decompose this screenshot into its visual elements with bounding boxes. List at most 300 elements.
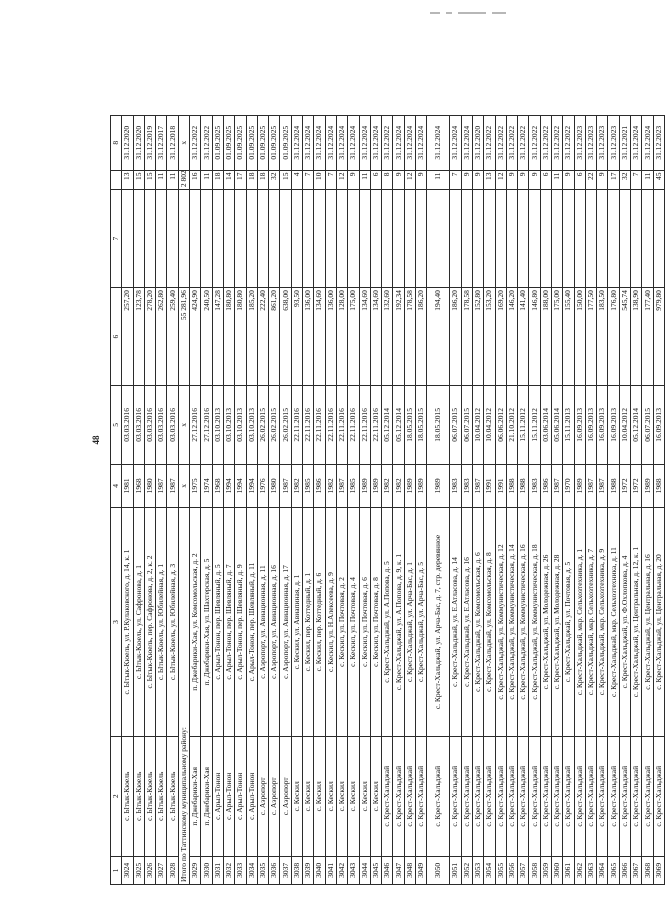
blank-cell <box>223 190 234 288</box>
address-cell: с. Крест-Хальджай, мкр. Сельхозтехника, д. 1 <box>574 508 585 737</box>
date-cell: 05.06.2014 <box>551 386 562 464</box>
date-cell: 16.09.2013 <box>653 386 664 464</box>
table-row <box>619 116 630 885</box>
row-number-cell: 3031 <box>212 856 223 884</box>
area-cell: 153,20 <box>484 288 495 386</box>
blank-cell <box>280 190 291 288</box>
count-cell: 6 <box>370 170 381 190</box>
count-cell: 12 <box>404 170 415 190</box>
area-cell: 222,40 <box>257 288 268 386</box>
area-cell: 134,60 <box>314 288 325 386</box>
count-cell: 8 <box>382 170 393 190</box>
address-cell: с. Крест-Хальджай, ул. Центральная, д. 16 <box>642 508 653 737</box>
count-cell: 11 <box>427 170 450 190</box>
deadline-cell: 31.12.2024 <box>393 116 404 171</box>
area-cell: 278,20 <box>144 288 155 386</box>
year-cell: 1985 <box>303 464 314 508</box>
date-cell: 22.11.2016 <box>359 386 370 464</box>
count-cell: 11 <box>201 170 212 190</box>
column-number-cell: 6 <box>111 288 122 386</box>
deadline-cell: 31.12.2024 <box>325 116 336 171</box>
deadline-cell: 01.09.2025 <box>246 116 257 171</box>
blank-cell <box>190 190 201 288</box>
locality-cell: с. Кескил <box>359 736 370 856</box>
row-number-cell: 3029 <box>190 856 201 884</box>
deadline-cell: 31.12.2022 <box>382 116 393 171</box>
date-cell: 27.12.2016 <box>201 386 212 464</box>
locality-cell: с. Крест-Хальджай <box>653 736 664 856</box>
blank-cell <box>246 190 257 288</box>
deadline-cell: 31.12.2023 <box>585 116 596 171</box>
year-cell: 1989 <box>642 464 653 508</box>
deadline-cell: 31.12.2024 <box>336 116 347 171</box>
blank-cell <box>563 190 574 288</box>
area-cell: 183,50 <box>597 288 608 386</box>
locality-cell: с. Крест-Хальджай <box>427 736 450 856</box>
year-cell: 1988 <box>518 464 529 508</box>
area-cell: 155,40 <box>563 288 574 386</box>
deadline-cell: 31.12.2024 <box>291 116 302 171</box>
count-cell: 2 802 <box>178 170 189 190</box>
page-number: 48 <box>91 435 101 445</box>
count-cell: 18 <box>257 170 268 190</box>
count-cell: 4 <box>291 170 302 190</box>
table-row <box>144 116 155 885</box>
blank-cell <box>133 190 144 288</box>
table-row <box>212 116 223 885</box>
area-cell: 424,90 <box>190 288 201 386</box>
column-number-cell: 1 <box>111 856 122 884</box>
area-cell: 132,60 <box>382 288 393 386</box>
address-cell: с. Крест-Хальджай, ул. Комсомольская, д. 6 <box>472 508 483 737</box>
area-cell: 147,28 <box>212 288 223 386</box>
year-cell: x <box>178 464 189 508</box>
blank-cell <box>585 190 596 288</box>
year-cell: 1976 <box>257 464 268 508</box>
blank-cell <box>472 190 483 288</box>
deadline-cell: 31.12.2024 <box>416 116 427 171</box>
blank-cell <box>359 190 370 288</box>
year-cell: 1982 <box>393 464 404 508</box>
table-row <box>393 116 404 885</box>
address-cell: с. Аэропорт, ул. Авиационная, д. 17 <box>280 508 291 737</box>
locality-cell: с. Крест-Хальджай <box>529 736 540 856</box>
count-cell: 9 <box>416 170 427 190</box>
table-row <box>359 116 370 885</box>
count-cell: 11 <box>642 170 653 190</box>
year-cell: 1987 <box>156 464 167 508</box>
count-cell: 17 <box>608 170 619 190</box>
row-number-cell: 3054 <box>484 856 495 884</box>
year-cell: 1972 <box>619 464 630 508</box>
row-number-cell: 3068 <box>642 856 653 884</box>
date-cell: 03.06.2014 <box>540 386 551 464</box>
count-cell: 11 <box>551 170 562 190</box>
address-cell: с. Кескил, ул. Почтовая, д. 4 <box>348 508 359 737</box>
locality-cell: с. Кескил <box>336 736 347 856</box>
row-number-cell: 3030 <box>201 856 212 884</box>
blank-cell <box>461 190 472 288</box>
table-row <box>246 116 257 885</box>
address-cell: с. Кескил, ул. Почтовая, д. 6 <box>359 508 370 737</box>
count-cell: 13 <box>484 170 495 190</box>
year-cell: 1987 <box>336 464 347 508</box>
count-cell: 11 <box>156 170 167 190</box>
date-cell: 16.09.2013 <box>597 386 608 464</box>
date-cell: 26.02.2015 <box>257 386 268 464</box>
area-cell: 861,20 <box>269 288 280 386</box>
area-cell: 186,20 <box>416 288 427 386</box>
year-cell: 1985 <box>348 464 359 508</box>
area-cell: 150,00 <box>574 288 585 386</box>
address-cell: с. Крест-Хальджай, ул. Е.Атласова, д. 14 <box>450 508 461 737</box>
address-cell: с. Кескил, ул. Почтовая, д. 8 <box>370 508 381 737</box>
count-cell: 45 <box>653 170 664 190</box>
locality-cell: с. Крест-Хальджай <box>382 736 393 856</box>
date-cell: 05.12.2014 <box>631 386 642 464</box>
date-cell: 06.07.2015 <box>642 386 653 464</box>
address-cell: с. Крест-Хальджай, мкр. Сельхозтехника, д. 11 <box>608 508 619 737</box>
count-cell: 11 <box>359 170 370 190</box>
row-number-cell: 3033 <box>235 856 246 884</box>
locality-cell: с. Крест-Хальджай <box>619 736 630 856</box>
locality-cell: с. Крест-Хальджай <box>518 736 529 856</box>
address-cell: с. Крест-Хальджай, ул. Коммунистическая, д. 18 <box>529 508 540 737</box>
deadline-cell: 31.12.2022 <box>540 116 551 171</box>
address-cell: с. Арыл-Тонон, пер. Шевляный, д. 11 <box>246 508 257 737</box>
date-cell: 16.09.2013 <box>608 386 619 464</box>
column-number-cell <box>111 170 122 190</box>
blank-cell <box>416 190 427 288</box>
row-number-cell: 3046 <box>382 856 393 884</box>
year-cell: 1968 <box>133 464 144 508</box>
row-number-cell: 3051 <box>450 856 461 884</box>
table-row <box>631 116 642 885</box>
blank-cell <box>427 190 450 288</box>
locality-cell: с. Кескил <box>303 736 314 856</box>
table-row <box>280 116 291 885</box>
table-row <box>201 116 212 885</box>
scan-header-mark <box>430 12 510 15</box>
row-number-cell: 3045 <box>370 856 381 884</box>
address-cell: с. Крест-Хальджай, ул. Коммунистическая, д. 12 <box>495 508 506 737</box>
address-cell: с. Ытык-Кюель, ул. Юбилейная, д. 1 <box>156 508 167 737</box>
address-cell: с. Крест-Хальджай, ул. Коммунистическая, д. 14 <box>506 508 517 737</box>
date-cell: 26.02.2015 <box>280 386 291 464</box>
locality-cell: с. Кескил <box>314 736 325 856</box>
deadline-cell: 31.12.2024 <box>642 116 653 171</box>
address-cell: с. Кескил, пер. Коттедный, д. 1 <box>303 508 314 737</box>
deadline-cell: 01.09.2025 <box>235 116 246 171</box>
blank-cell <box>404 190 415 288</box>
year-cell: 1989 <box>427 464 450 508</box>
locality-cell: с. Кескил <box>348 736 359 856</box>
deadline-cell: 31.12.2022 <box>529 116 540 171</box>
date-cell: 22.11.2016 <box>370 386 381 464</box>
year-cell: 1988 <box>506 464 517 508</box>
table-row <box>167 116 178 885</box>
area-cell: 93,50 <box>291 288 302 386</box>
count-cell: 9 <box>506 170 517 190</box>
date-cell: 03.03.2016 <box>156 386 167 464</box>
area-cell: 55 281,96 <box>178 288 189 386</box>
row-number-cell: 3044 <box>359 856 370 884</box>
year-cell: 1988 <box>653 464 664 508</box>
row-number-cell: 3027 <box>156 856 167 884</box>
count-cell: 15 <box>280 170 291 190</box>
blank-cell <box>484 190 495 288</box>
blank-cell <box>495 190 506 288</box>
date-cell: 03.10.2013 <box>223 386 234 464</box>
register-sheet <box>110 115 663 885</box>
row-number-cell: 3065 <box>608 856 619 884</box>
date-cell: 10.04.2012 <box>484 386 495 464</box>
area-cell: 185,20 <box>246 288 257 386</box>
table-row <box>235 116 246 885</box>
year-cell: 1994 <box>223 464 234 508</box>
deadline-cell: 01.09.2025 <box>280 116 291 171</box>
table-row <box>585 116 596 885</box>
area-cell: 979,80 <box>653 288 664 386</box>
area-cell: 257,20 <box>122 288 133 386</box>
locality-cell: с. Крест-Хальджай <box>597 736 608 856</box>
row-number-cell: 3048 <box>404 856 415 884</box>
row-number-cell: 3066 <box>619 856 630 884</box>
locality-cell: с. Ытык-Кюель <box>156 736 167 856</box>
locality-cell: с. Крест-Хальджай <box>642 736 653 856</box>
count-cell: 9 <box>529 170 540 190</box>
row-number-cell: 3042 <box>336 856 347 884</box>
table-row <box>450 116 461 885</box>
locality-cell: с. Аэропорт <box>269 736 280 856</box>
address-cell: с. Крест-Хальджай, ул. Центральная, д. 20 <box>653 508 664 737</box>
column-number-cell: 7 <box>111 190 122 288</box>
deadline-cell: 31.12.2024 <box>303 116 314 171</box>
blank-cell <box>574 190 585 288</box>
deadline-cell: 31.12.2022 <box>551 116 562 171</box>
deadline-cell: 31.12.2020 <box>472 116 483 171</box>
date-cell: 10.04.2012 <box>619 386 630 464</box>
row-number-cell: 3026 <box>144 856 155 884</box>
area-cell: 134,60 <box>359 288 370 386</box>
table-row <box>484 116 495 885</box>
date-cell: 06.07.2015 <box>461 386 472 464</box>
address-cell: с. Крест-Хальджай, ул. А.Попова, д. 9, к. 1 <box>393 508 404 737</box>
blank-cell <box>540 190 551 288</box>
address-cell: с. Кескил, ул. Н.Алексеева, д. 9 <box>325 508 336 737</box>
deadline-cell: 31.12.2023 <box>574 116 585 171</box>
table-row <box>223 116 234 885</box>
year-cell: 1981 <box>122 464 133 508</box>
blank-cell <box>642 190 653 288</box>
row-number-cell: 3035 <box>257 856 268 884</box>
blank-cell <box>303 190 314 288</box>
address-cell: с. Арыл-Тонон, пер. Шевляный, д. 5 <box>212 508 223 737</box>
date-cell: 03.10.2013 <box>246 386 257 464</box>
row-number-cell: 3047 <box>393 856 404 884</box>
year-cell: 1972 <box>631 464 642 508</box>
deadline-cell: 31.12.2022 <box>190 116 201 171</box>
date-cell: 16.09.2013 <box>574 386 585 464</box>
row-number-cell: 3034 <box>246 856 257 884</box>
row-number-cell: 3024 <box>122 856 133 884</box>
count-cell: 14 <box>223 170 234 190</box>
year-cell: 1986 <box>314 464 325 508</box>
count-cell: 17 <box>235 170 246 190</box>
address-cell: с. Крест-Хальджай, ул. А.Попова, д. 5 <box>382 508 393 737</box>
subtotal-row <box>178 116 189 885</box>
blank-cell <box>450 190 461 288</box>
column-number-cell: 5 <box>111 386 122 464</box>
deadline-cell: 31.12.2024 <box>359 116 370 171</box>
deadline-cell: 31.12.2023 <box>608 116 619 171</box>
date-cell: x <box>178 386 189 464</box>
blank-cell <box>370 190 381 288</box>
year-cell: 1994 <box>246 464 257 508</box>
deadline-cell: 31.12.2020 <box>122 116 133 171</box>
blank-cell <box>597 190 608 288</box>
address-cell: с. Кескил, ул. Авиапиная, д. 1 <box>291 508 302 737</box>
count-cell: 7 <box>631 170 642 190</box>
row-number-cell: 3050 <box>427 856 450 884</box>
deadline-cell: 31.12.2024 <box>631 116 642 171</box>
area-cell: 194,40 <box>427 288 450 386</box>
year-cell: 1980 <box>144 464 155 508</box>
row-number-cell: 3059 <box>540 856 551 884</box>
area-cell: 175,00 <box>348 288 359 386</box>
blank-cell <box>631 190 642 288</box>
table-row <box>133 116 144 885</box>
table-row <box>122 116 133 885</box>
deadline-cell: 31.12.2024 <box>427 116 450 171</box>
column-number-cell: 2 <box>111 736 122 856</box>
address-cell: с. Аэропорт, ул. Авиационная, д. 16 <box>269 508 280 737</box>
address-cell: с. Крест-Хальджай, ул. Ф.Охлопкова, д. 4 <box>619 508 630 737</box>
count-cell: 9 <box>348 170 359 190</box>
locality-cell: с. Крест-Хальджай <box>450 736 461 856</box>
column-number-cell: 8 <box>111 116 122 171</box>
count-cell: 10 <box>314 170 325 190</box>
area-cell: 123,78 <box>133 288 144 386</box>
year-cell: 1982 <box>382 464 393 508</box>
address-cell: с. Арыл-Тонон, пер. Шевляный, д. 7 <box>223 508 234 737</box>
year-cell: 1982 <box>291 464 302 508</box>
area-cell: 178,58 <box>404 288 415 386</box>
row-number-cell: 3053 <box>472 856 483 884</box>
count-cell: 22 <box>585 170 596 190</box>
row-number-cell: 3055 <box>495 856 506 884</box>
year-cell: 1989 <box>416 464 427 508</box>
address-cell: с. Крест-Хальджай, ул. Молодежная, д. 26 <box>540 508 551 737</box>
date-cell: 03.03.2016 <box>122 386 133 464</box>
row-number-cell: 3052 <box>461 856 472 884</box>
year-cell: 1991 <box>484 464 495 508</box>
locality-cell: с. Крест-Хальджай <box>585 736 596 856</box>
table-row <box>540 116 551 885</box>
deadline-cell: 31.12.2024 <box>370 116 381 171</box>
deadline-cell: 31.12.2024 <box>404 116 415 171</box>
date-cell: 26.02.2015 <box>269 386 280 464</box>
blank-cell <box>178 190 189 288</box>
date-cell: 21.10.2012 <box>506 386 517 464</box>
year-cell: 1970 <box>563 464 574 508</box>
date-cell: 18.05.2015 <box>404 386 415 464</box>
date-cell: 22.11.2016 <box>325 386 336 464</box>
table-row <box>314 116 325 885</box>
blank-cell <box>619 190 630 288</box>
locality-cell: с. Кескил <box>325 736 336 856</box>
year-cell: 1968 <box>212 464 223 508</box>
row-number-cell: 3040 <box>314 856 325 884</box>
locality-cell: с. Арыл-Тонон <box>223 736 234 856</box>
area-cell: 146,20 <box>506 288 517 386</box>
row-number-cell: 3058 <box>529 856 540 884</box>
locality-cell: с. Ытык-Кюель <box>133 736 144 856</box>
locality-cell: п. Джебарики-Хая <box>190 736 201 856</box>
locality-cell: с. Кескил <box>291 736 302 856</box>
address-cell: с. Крест-Хальджай, мкр. Сельхозтехника, д. 7 <box>585 508 596 737</box>
address-cell: с. Крест-Хальджай, ул. Арча-Бас, д. 7, стр. деревянное <box>427 508 450 737</box>
row-number-cell: 3038 <box>291 856 302 884</box>
date-cell: 22.11.2016 <box>336 386 347 464</box>
count-cell: 7 <box>325 170 336 190</box>
blank-cell <box>201 190 212 288</box>
deadline-cell: 01.09.2025 <box>212 116 223 171</box>
row-number-cell: 3037 <box>280 856 291 884</box>
blank-cell <box>257 190 268 288</box>
area-cell: 240,50 <box>201 288 212 386</box>
table-row <box>291 116 302 885</box>
column-number-row <box>111 116 122 885</box>
year-cell: 1980 <box>269 464 280 508</box>
locality-cell: с. Крест-Хальджай <box>495 736 506 856</box>
locality-cell: с. Крест-Хальджай <box>404 736 415 856</box>
table-row <box>529 116 540 885</box>
table-row <box>382 116 393 885</box>
table-row <box>653 116 664 885</box>
area-cell: 134,60 <box>370 288 381 386</box>
table-row <box>563 116 574 885</box>
locality-cell: с. Арыл-Тонон <box>212 736 223 856</box>
year-cell: 1987 <box>597 464 608 508</box>
table-row <box>574 116 585 885</box>
count-cell: 15 <box>144 170 155 190</box>
area-cell: 180,80 <box>223 288 234 386</box>
count-cell: 15 <box>133 170 144 190</box>
area-cell: 136,00 <box>325 288 336 386</box>
table-row <box>416 116 427 885</box>
blank-cell <box>393 190 404 288</box>
date-cell: 15.11.2012 <box>529 386 540 464</box>
blank-cell <box>291 190 302 288</box>
locality-cell: с. Крест-Хальджай <box>574 736 585 856</box>
address-cell: с. Кескил, ул. Почтовая, д. 2 <box>336 508 347 737</box>
deadline-cell: 31.12.2017 <box>156 116 167 171</box>
deadline-cell: 31.12.2020 <box>133 116 144 171</box>
year-cell: 1994 <box>235 464 246 508</box>
table-row <box>348 116 359 885</box>
blank-cell <box>156 190 167 288</box>
deadline-cell: 01.09.2025 <box>257 116 268 171</box>
date-cell: 22.11.2016 <box>303 386 314 464</box>
date-cell: 10.04.2012 <box>472 386 483 464</box>
address-cell: с. Крест-Хальджай, ул. Арча-Бас, д. 5 <box>416 508 427 737</box>
table-row <box>190 116 201 885</box>
area-cell: 146,80 <box>529 288 540 386</box>
table-row <box>461 116 472 885</box>
deadline-cell: 31.12.2022 <box>563 116 574 171</box>
locality-cell: с. Арыл-Тонон <box>246 736 257 856</box>
